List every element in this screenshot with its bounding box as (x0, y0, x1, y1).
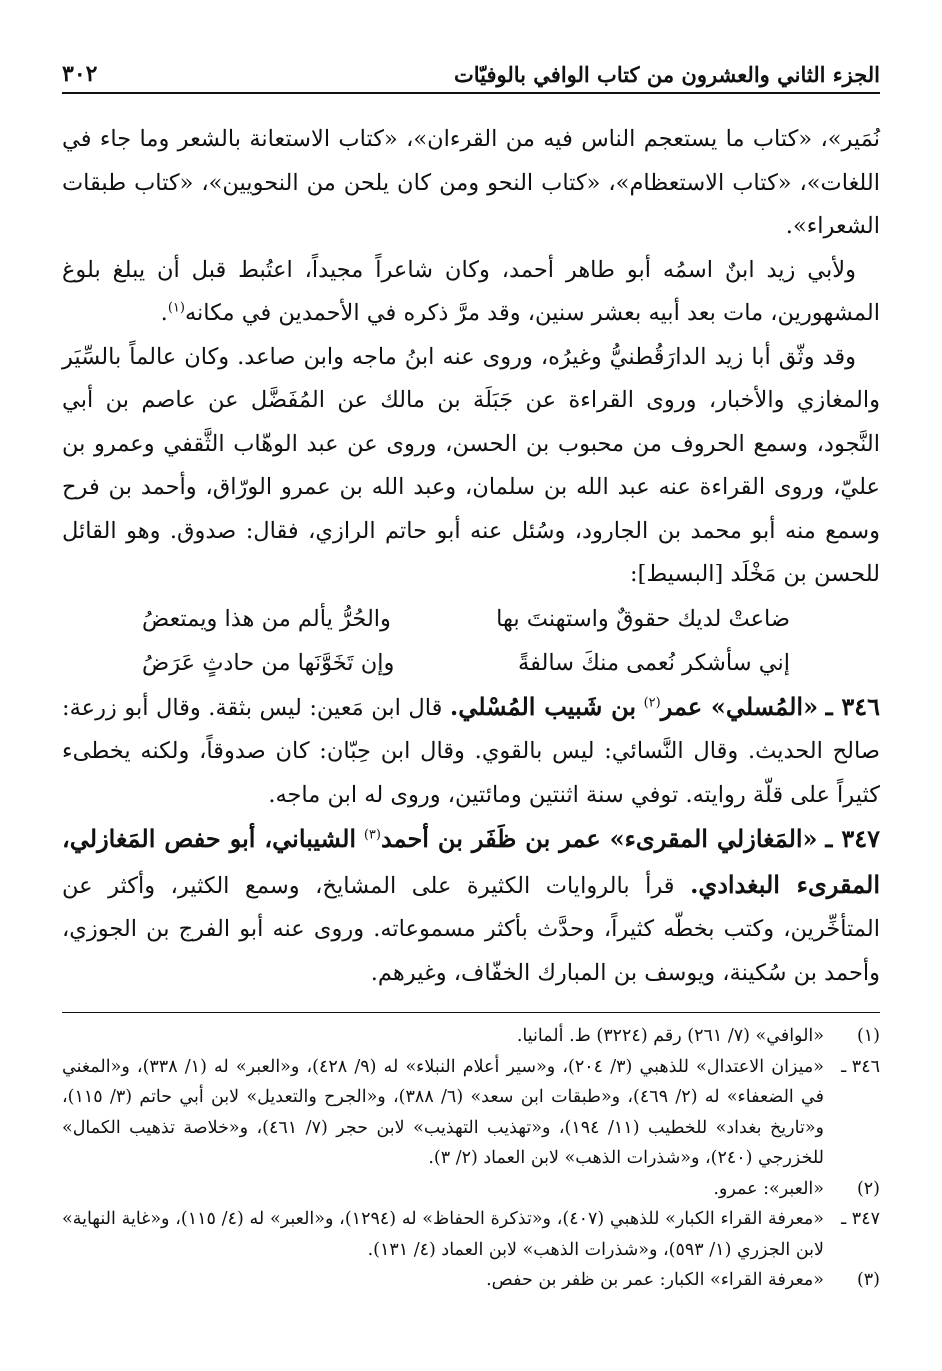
footnote-text: «ميزان الاعتدال» للذهبي (٣/ ٢٠٤)، و«سير أعلام النبلاء» له (٩/ ٤٢٨)، و«العبر» له (١/ ٣٣٨)، و«المغني في الضعفاء» له (٢/ ٤٦٩)، و«طبقات ابن سعد» (٦/ ٣٨٨)، و«الجرح والتعديل» لابن أبي حاتم (٣/ ١١٥)، و«تاريخ بغداد» للخطيب (١١/ ١٩٤)، و«تهذيب التهذيب» لابن حجر (٧/ ٤٦١)، و«خلاصة تذهيب الكمال» للخزرجي (٢٤٠)، و«شذرات الذهب» لابن العماد (٢/ ٣). (62, 1056, 825, 1168)
entry-346-text: قال ابن مَعين: ليس بثقة. وقال أبو زرعة: صالح الحديث. وقال النَّسائي: ليس بالقوي. وقال ابن حِبّان: كان صدوقاً، ولكنه يخطىء كثيراً على قلّة روايته. توفي سنة اثنتين ومائتين، وروى له ابن ماجه. (62, 694, 880, 808)
entry-346-heading: «المُسلي» عمر (660, 691, 819, 721)
footnote-label: ٣٤٧ ـ (841, 1209, 880, 1229)
main-text (62, 118, 880, 995)
paragraph-son-abu-tahir (62, 249, 880, 336)
verse-2-first-hemistich: إني سأشكر نُعمى منكَ سالفةً (518, 649, 790, 676)
footnote-label: ٣٤٦ ـ (841, 1056, 880, 1077)
entry-346-number: ٣٤٦ ـ (825, 691, 881, 721)
footnote-label: (١) (856, 1026, 880, 1046)
footnote-ref-3: (٣) (363, 827, 381, 843)
page-header (62, 56, 880, 94)
footnote (62, 1052, 880, 1174)
entry-347 (62, 817, 880, 995)
footnote-label: (٣) (856, 1270, 880, 1290)
verse-1-second-hemistich: والحُرُّ يألم من هذا ويمتعضُ (142, 605, 391, 632)
paragraph-biography: وقد وثّق أبا زيد الدارَقُطنيُّ وغيرُه، وروى عنه ابنُ ماجه وابن صاعد. وكان عالماً بالسِّيَر والمغازي والأخبار، وروى القراءة عن جَبَلَة بن مالك عن المُفَضَّل عن عاصم بن أبي النَّجود، وسمع الحروف من محبوب بن الحسن، وروى عن عبد الوهّاب الثَّقفي وعمرو بن عليّ، وروى القراءة عنه عبد الله بن سلمان، وعبد الله بن عمرو الورّاق، وأحمد بن فرح وسمع منه أبو محمد بن الجارود، وسُئل عنه أبو حاتم الرازي، فقال: صدوق. وهو القائل للحسن بن مَخْلَد [البسيط]: (62, 343, 880, 587)
verse-2-second-hemistich: وإن تَخَوَّنَها من حادثٍ عَرَضُ (142, 649, 395, 676)
poem (62, 597, 880, 685)
footnote-text: «معرفة القراء الكبار» للذهبي (٤٠٧)، و«تذكرة الحفاظ» له (١٢٩٤)، و«العبر» له (٤/ ١١٥)، و«غاية النهاية» لابن الجزري (١/ ٥٩٣)، و«شذرات الذهب» لابن العماد (٤/ ١٣١). (62, 1209, 824, 1260)
entry-346 (62, 685, 880, 818)
entry-347-text: قرأ بالروايات الكثيرة على المشايخ، وسمع الكثير، وأكثر عن المتأخِّرين، وكتب بخطّه كثيراً، وحدَّث بأكثر مسموعاته. وروى عنه أبو الفرج بن الجوزي، وأحمد بن سُكينة، ويوسف بن المبارك الخفّاف، وغيرهم. (62, 872, 880, 986)
entry-347-heading-rest: الشيباني، أبو حفص المَغازلي، المقرىء البغدادي. (62, 824, 880, 899)
footnote-text: «الوافي» (٧/ ٢٦١) رقم (٣٢٢٤) ط. ألمانيا. (516, 1026, 824, 1046)
entry-346-heading-rest: بن شَبيب المُسْلي. (449, 691, 637, 721)
entry-347-number: ٣٤٧ ـ (825, 824, 881, 853)
footnote-text: «العبر»: عمرو. (713, 1178, 824, 1199)
running-title: الجزء الثاني والعشرون من كتاب الوافي بالوفيّات (453, 61, 880, 87)
footnote (62, 1204, 880, 1265)
footnote-ref-1: (١) (167, 300, 185, 316)
footnote (62, 1174, 880, 1205)
footnote-ref-2: (٢) (643, 695, 661, 710)
footnote-text: «معرفة القراء» الكبار: عمر بن ظفر بن حفص. (486, 1270, 824, 1290)
verse-1 (142, 597, 790, 641)
verse-2 (142, 641, 790, 685)
verse-1-first-hemistich: ضاعتْ لديك حقوقٌ واستهنتَ بها (496, 605, 790, 632)
entry-347-heading: «المَغازلي المقرىء» عمر بن ظَفَر بن أحمد (380, 824, 818, 853)
page-number: ٣٠٢ (62, 61, 98, 87)
footnote (62, 1265, 880, 1296)
paragraph-son-text: ولأبي زيد ابنٌ اسمُه أبو طاهر أحمد، وكان شاعراً مجيداً، اعتُبط قبل أن يبلغ بلوغ المشهورين، مات بعد أبيه بعشر سنين، وقد مرَّ ذكره في الأحمدين في مكانه (62, 256, 880, 326)
paragraph-book-list: نُمَير»، «كتاب ما يستعجم الناس فيه من القرءان»، «كتاب الاستعانة بالشعر وما جاء في اللغات»، «كتاب الاستعظام»، «كتاب النحو ومن كان يلحن من النحويين»، «كتاب طبقات الشعراء». (62, 126, 880, 239)
paragraph-son-end: . (160, 300, 168, 326)
footnote-label: (٢) (856, 1178, 880, 1199)
footnote (62, 1021, 880, 1052)
footnotes (62, 1012, 880, 1296)
